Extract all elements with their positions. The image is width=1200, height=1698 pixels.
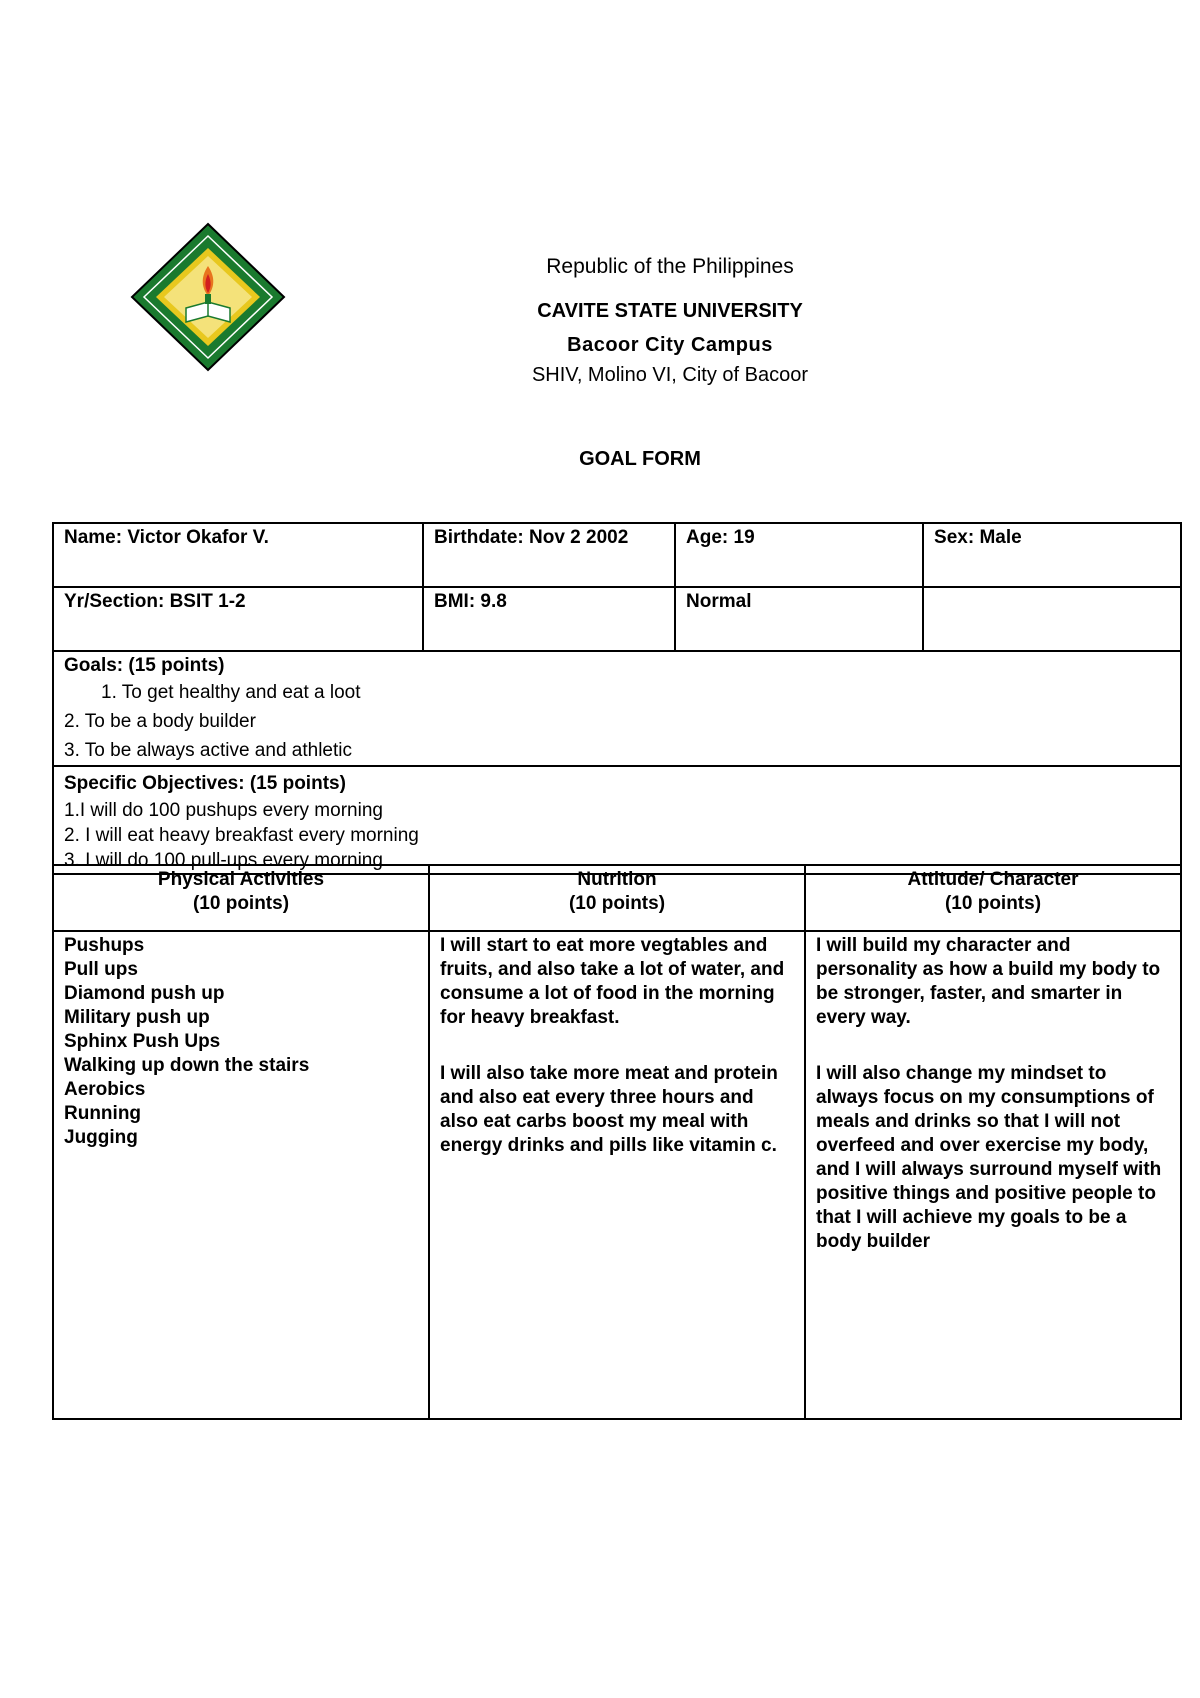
campus-name: Bacoor City Campus [567, 334, 773, 356]
col-header-attitude [805, 865, 1181, 931]
goals-section [53, 651, 1181, 766]
col-title: Attitude/ Character [907, 869, 1079, 890]
list-item: Pull ups [64, 959, 138, 980]
col-title: Nutrition [577, 869, 657, 890]
list-item: Pushups [64, 935, 145, 956]
goal-form-table [52, 522, 1182, 875]
list-item: Running [64, 1103, 142, 1124]
form-title: GOAL FORM [579, 448, 701, 470]
paragraph: I will also change my mindset to always focus on my consumptions of meals and drinks so that I will not overfeed and over exercise my body, and I will always surround myself with positive things and positive people to that I will achieve my goals to be a body builder [816, 1063, 1162, 1252]
activities-header-row [53, 865, 1181, 931]
republic-line: Republic of the Philippines [546, 255, 794, 278]
goals-heading: Goals: (15 points) [64, 655, 225, 676]
blank-field [923, 587, 1181, 651]
physical-activities-list [53, 931, 429, 1419]
age-field: Age: 19 [675, 523, 923, 587]
goal-item: 3. To be always active and athletic [64, 740, 352, 761]
objectives-section [53, 766, 1181, 874]
col-points: (10 points) [568, 893, 666, 914]
goals-row [53, 651, 1181, 766]
activities-body-row [53, 931, 1181, 1419]
paragraph: I will build my character and personality as how a build my body to be stronger, faster, and smarter in every way. [816, 935, 1161, 1028]
birthdate-field: Birthdate: Nov 2 2002 [423, 523, 675, 587]
info-row-1 [53, 523, 1181, 587]
objective-item: 3. I will do 100 pull-ups every morning [64, 850, 383, 871]
col-points: (10 points) [192, 893, 290, 914]
list-item: Sphinx Push Ups [64, 1031, 221, 1052]
name-field: Name: Victor Okafor V. [53, 523, 423, 587]
nutrition-text [429, 931, 805, 1419]
col-title: Physical Activities [157, 869, 325, 890]
campus-address: SHIV, Molino VI, City of Bacoor [531, 364, 809, 386]
objectives-row [53, 766, 1181, 874]
university-seal-icon [128, 222, 288, 372]
sex-field: Sex: Male [923, 523, 1181, 587]
col-points: (10 points) [944, 893, 1042, 914]
list-item: Jugging [64, 1127, 138, 1148]
university-name: CAVITE STATE UNIVERSITY [537, 300, 803, 322]
info-row-2 [53, 587, 1181, 651]
bmi-status-field: Normal [675, 587, 923, 651]
list-item: Military push up [64, 1007, 210, 1028]
list-item: Diamond push up [64, 983, 225, 1004]
yr-section-field: Yr/Section: BSIT 1-2 [53, 587, 423, 651]
objectives-heading: Specific Objectives: (15 points) [64, 773, 346, 794]
paragraph: I will start to eat more vegtables and fruits, and also take a lot of water, and consume a lot of food in the morning for heavy breakfast. [440, 935, 785, 1028]
col-header-nutrition [429, 865, 805, 931]
goal-item: 2. To be a body builder [64, 711, 256, 732]
goal-item: 1. To get healthy and eat a loot [101, 682, 361, 703]
col-header-physical [53, 865, 429, 931]
paragraph: I will also take more meat and protein and also eat every three hours and also eat carbs boost my meal with energy drinks and pills like vitamin c. [440, 1063, 778, 1156]
list-item: Walking up down the stairs [64, 1055, 310, 1076]
bmi-field: BMI: 9.8 [423, 587, 675, 651]
objective-item: 1.I will do 100 pushups every morning [64, 800, 383, 821]
activities-table [52, 864, 1182, 1420]
objective-item: 2. I will eat heavy breakfast every morning [64, 825, 419, 846]
attitude-text [805, 931, 1181, 1419]
list-item: Aerobics [64, 1079, 146, 1100]
